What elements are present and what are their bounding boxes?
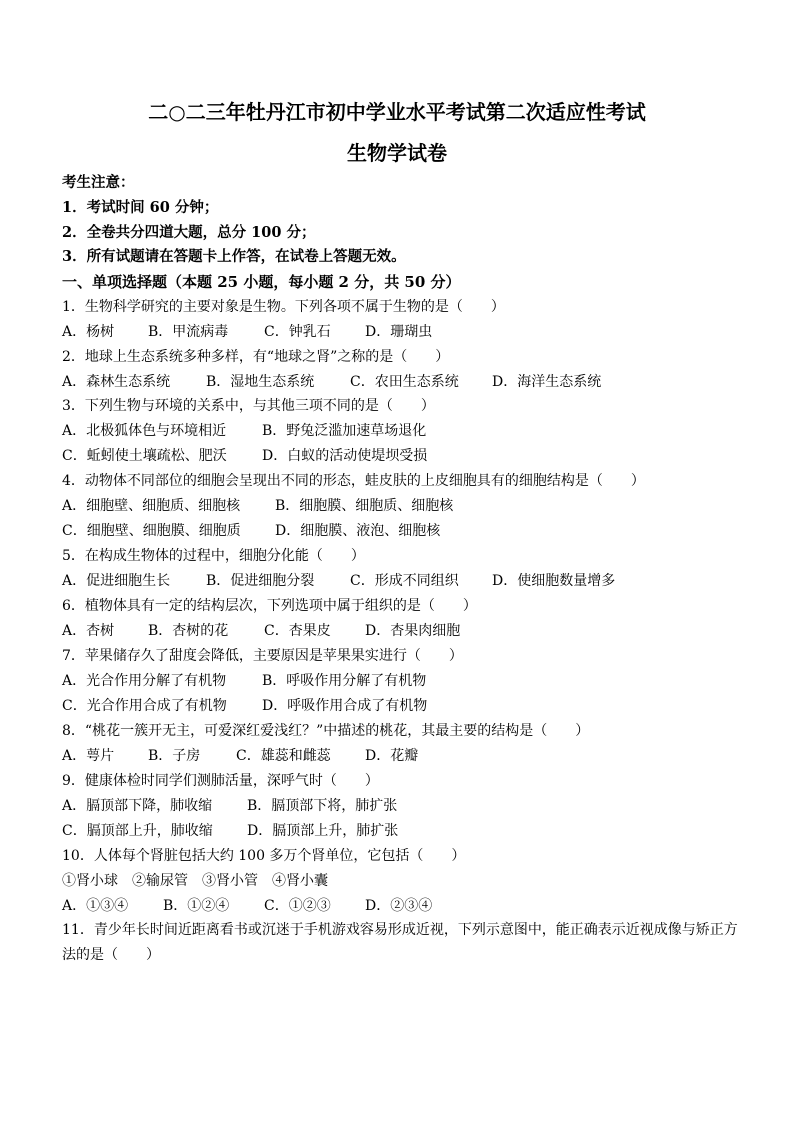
option-b: B．子房	[148, 748, 201, 764]
option-d: D．白蚁的活动使堤坝受损	[262, 448, 428, 464]
option-b: B．甲流病毒	[148, 324, 229, 340]
question-stem: 10．人体每个肾脏包括大约 100 多万个肾单位，它包括（ ）	[62, 848, 466, 864]
option-a: A．膈顶部下降，肺收缩	[62, 798, 213, 814]
option-a: A．①③④	[62, 898, 129, 914]
question-statements: ①肾小球 ②输尿管 ③肾小管 ④肾小囊	[62, 873, 328, 889]
notice-heading: 考生注意：	[62, 174, 135, 191]
question-stem: 6．植物体具有一定的结构层次，下列选项中属于组织的是（ ）	[62, 598, 477, 614]
option-b: B．细胞膜、细胞质、细胞核	[275, 498, 454, 514]
option-c: C．钟乳石	[264, 324, 331, 340]
option-b: B．湿地生态系统	[206, 374, 315, 390]
option-a: A．促进细胞生长	[62, 573, 171, 589]
option-b: B．①②④	[163, 898, 230, 914]
option-d: D．珊瑚虫	[365, 324, 433, 340]
question-stem: 2．地球上生态系统多种多样，有“地球之肾”之称的是（ ）	[62, 349, 450, 365]
option-d: D．使细胞数量增多	[492, 573, 616, 589]
option-c: C．膈顶部上升，肺收缩	[62, 823, 213, 839]
option-b: B．呼吸作用分解了有机物	[262, 673, 427, 689]
option-c: C．细胞壁、细胞膜、细胞质	[62, 523, 241, 539]
option-d: D．花瓣	[365, 748, 419, 764]
option-c: C．雄蕊和雌蕊	[236, 748, 331, 764]
question-stem: 3．下列生物与环境的关系中，与其他三项不同的是（ ）	[62, 398, 435, 414]
option-b: B．膈顶部下将，肺扩张	[247, 798, 398, 814]
question-stem: 1．生物科学研究的主要对象是生物。下列各项不属于生物的是（ ）	[62, 299, 505, 315]
option-c: C．杏果皮	[264, 623, 331, 639]
option-a: A．杨树	[62, 324, 115, 340]
option-c: C．①②③	[264, 898, 331, 914]
section-heading: 一、单项选择题（本题 25 小题，每小题 2 分，共 50 分）	[62, 273, 461, 291]
option-d: D．膈顶部上升，肺扩张	[247, 823, 399, 839]
option-c: C．形成不同组织	[350, 573, 459, 589]
question-stem: 9．健康体检时同学们测肺活量，深呼气时（ ）	[62, 773, 379, 789]
question-stem: 11．青少年长时间近距离看书或沉迷于手机游戏容易形成近视，下列示意图中，能正确表示近视成像与矫正方法的是（ ）	[62, 922, 738, 963]
option-c: C．蚯蚓使土壤疏松、肥沃	[62, 448, 227, 464]
question-stem: 8．“桃花一簇开无主，可爱深红爱浅红？”中描述的桃花，其最主要的结构是（ ）	[62, 723, 590, 739]
option-a: A．森林生态系统	[62, 374, 171, 390]
option-c: C．农田生态系统	[350, 374, 459, 390]
option-c: C．光合作用合成了有机物	[62, 698, 227, 714]
notice-item: 3．所有试题请在答题卡上作答，在试卷上答题无效。	[62, 248, 406, 265]
option-a: A．萼片	[62, 748, 115, 764]
option-b: B．野兔泛滥加速草场退化	[262, 423, 427, 439]
option-d: D．②③④	[365, 898, 433, 914]
exam-subtitle: 生物学试卷	[347, 141, 447, 165]
question-stem: 4．动物体不同部位的细胞会呈现出不同的形态，蛙皮肤的上皮细胞具有的细胞结构是（ ）	[62, 473, 645, 489]
option-b: B．促进细胞分裂	[206, 573, 315, 589]
exam-title: 二○二三年牡丹江市初中学业水平考试第二次适应性考试	[148, 100, 646, 124]
option-a: A．细胞壁、细胞质、细胞核	[62, 498, 241, 514]
notice-item: 1．考试时间 60 分钟；	[62, 199, 219, 216]
option-d: D．海洋生态系统	[492, 374, 602, 390]
option-d: D．细胞膜、液泡、细胞核	[275, 523, 441, 539]
option-d: D．呼吸作用合成了有机物	[262, 698, 428, 714]
option-d: D．杏果肉细胞	[365, 623, 461, 639]
question-stem: 5．在构成生物体的过程中，细胞分化能（ ）	[62, 548, 365, 564]
option-b: B．杏树的花	[148, 623, 229, 639]
notice-item: 2．全卷共分四道大题，总分 100 分；	[62, 224, 316, 241]
option-a: A．杏树	[62, 623, 115, 639]
question-stem: 7．苹果储存久了甜度会降低，主要原因是苹果果实进行（ ）	[62, 648, 463, 664]
option-a: A．北极狐体色与环境相近	[62, 423, 227, 439]
option-a: A．光合作用分解了有机物	[62, 673, 227, 689]
